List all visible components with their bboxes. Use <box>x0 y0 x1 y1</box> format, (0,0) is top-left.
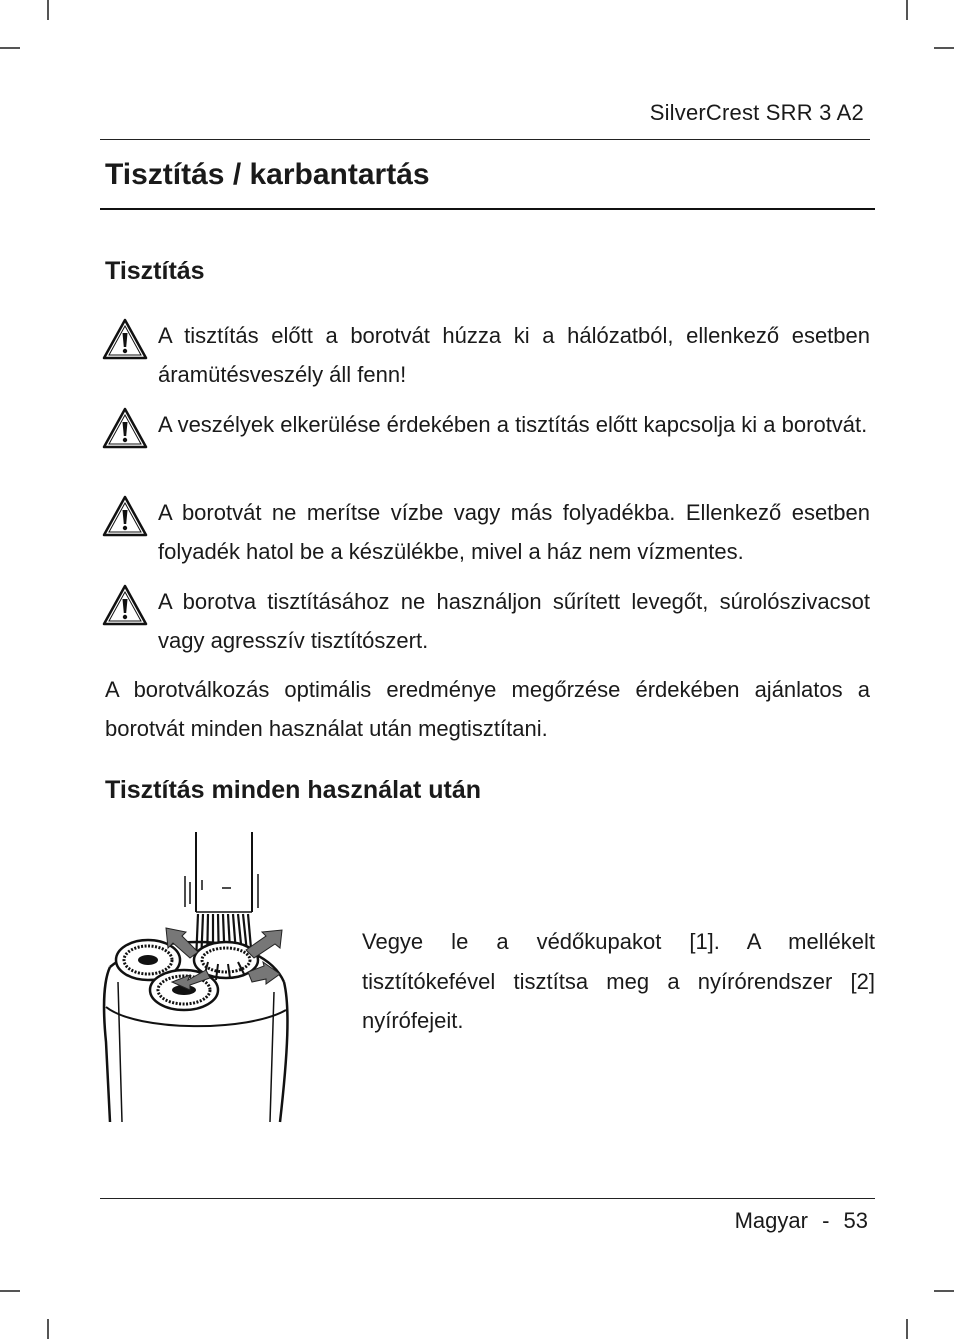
page-title: Tisztítás / karbantartás <box>105 158 430 191</box>
crop-mark <box>934 47 954 49</box>
warning-item <box>102 582 870 660</box>
warning-item <box>102 493 870 571</box>
header-rule <box>100 139 870 140</box>
title-rule <box>100 208 875 210</box>
footer-language: Magyar <box>734 1208 808 1233</box>
warning-text: A borotva tisztításához ne használjon sűrített levegőt, súrolószivacsot vagy agresszív tisztítószert. <box>158 589 870 653</box>
warning-item <box>102 316 870 394</box>
warning-triangle-icon <box>102 407 148 449</box>
crop-mark <box>906 1319 908 1339</box>
section-heading-after-use: Tisztítás minden használat után <box>105 776 482 804</box>
crop-mark <box>934 1290 954 1292</box>
warning-item <box>102 405 870 483</box>
crop-mark <box>47 0 49 20</box>
footer-separator: - <box>822 1208 830 1233</box>
page-number: 53 <box>843 1208 868 1233</box>
warning-triangle-icon <box>102 584 148 626</box>
footer-rule <box>100 1198 875 1199</box>
section-heading-cleaning: Tisztítás <box>105 257 205 285</box>
page-footer <box>735 1208 868 1234</box>
warning-text: A tisztítás előtt a borotvát húzza ki a hálózatból, ellenkező esetben áramütésveszély áll fenn! <box>158 323 870 387</box>
product-name: SilverCrest SRR 3 A2 <box>649 100 864 125</box>
body-paragraph: A borotválkozás optimális eredménye megőrzése érdekében ajánlatos a borotvát minden használat után megtisztítani. <box>105 677 870 741</box>
warning-triangle-icon <box>102 318 148 360</box>
warning-text: A borotvát ne merítse vízbe vagy más folyadékba. Ellenkező esetben folyadék hatol be a készülékbe, mivel a ház nem vízmentes. <box>158 500 870 564</box>
crop-mark <box>0 1290 20 1292</box>
crop-mark <box>0 47 20 49</box>
warning-triangle-icon <box>102 495 148 537</box>
instruction-text: Vegye le a védőkupakot [1]. A mellékelt tisztítókefével tisztítsa meg a nyírórendszer [2] nyírófejeit. <box>362 929 875 1033</box>
shaver-cleaning-illustration <box>98 832 298 1124</box>
crop-mark <box>906 0 908 20</box>
warning-text: A veszélyek elkerülése érdekében a tisztítás előtt kapcsolja ki a borotvát. <box>158 412 868 437</box>
crop-mark <box>47 1319 49 1339</box>
